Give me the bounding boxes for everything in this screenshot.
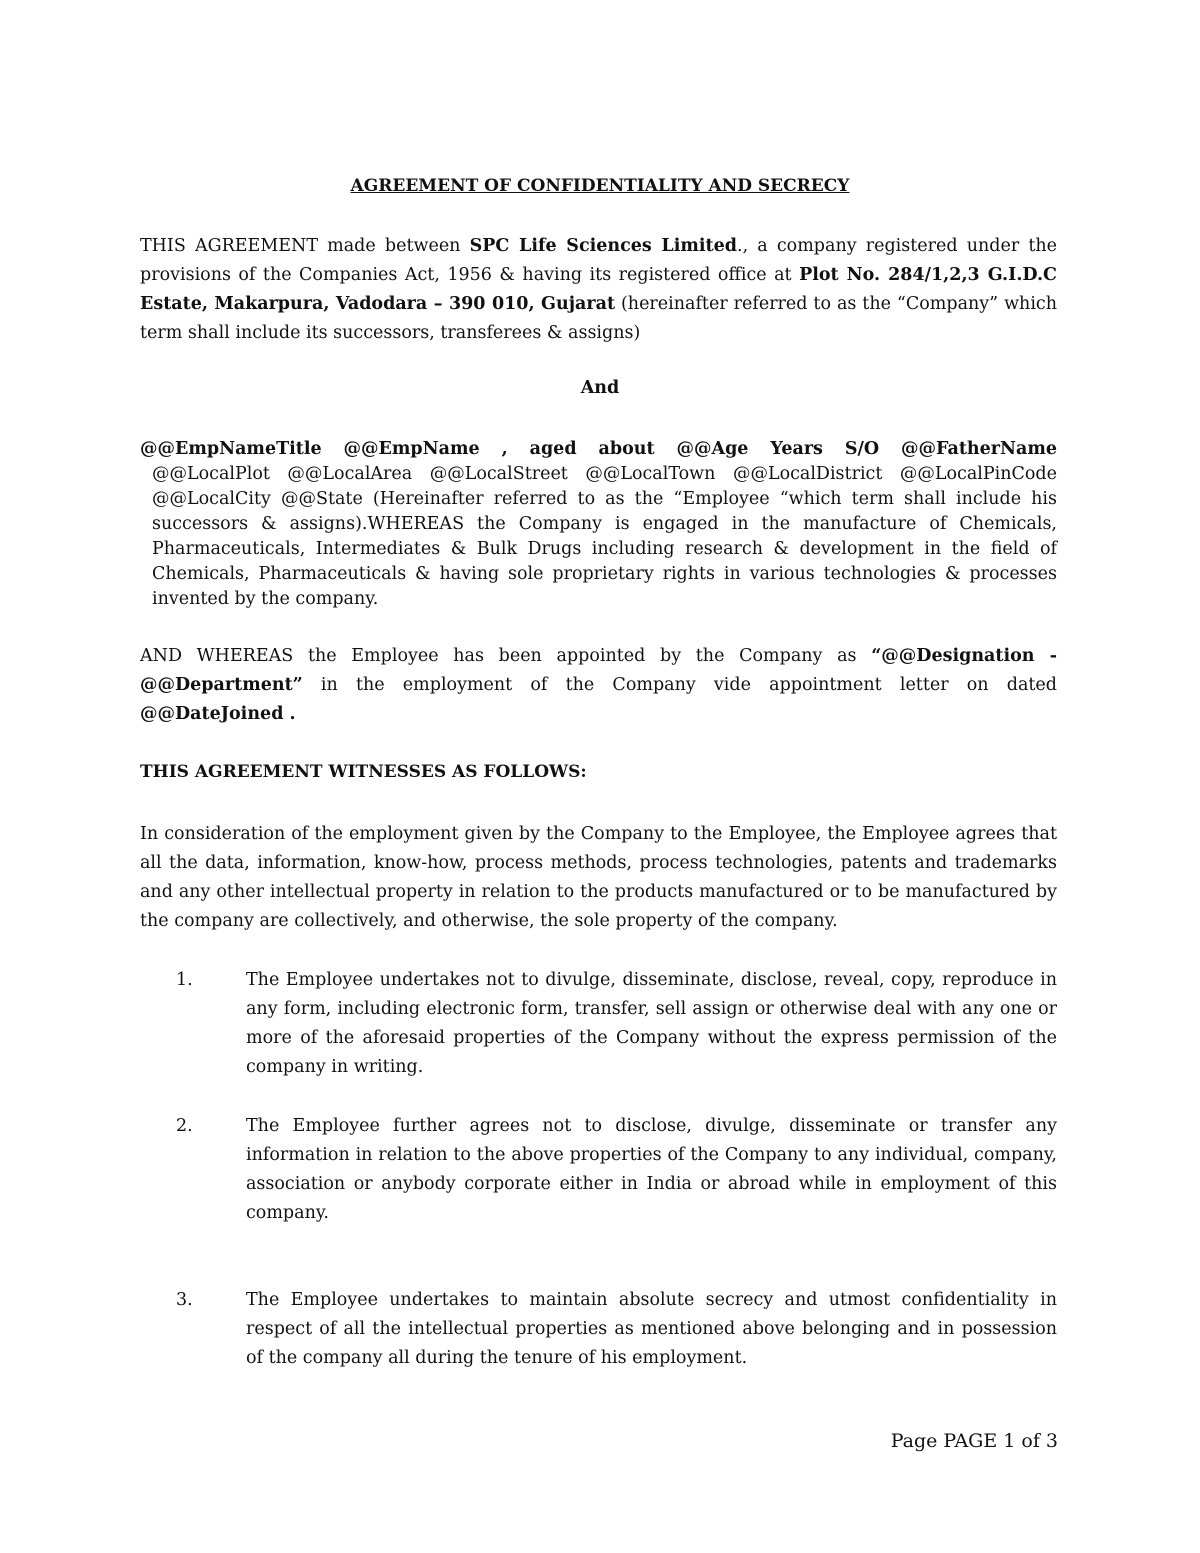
clause-number: 2. [176, 1116, 193, 1136]
company-name: SPC Life Sciences Limited [469, 236, 738, 256]
clause-text: The Employee undertakes not to divulge, disseminate, disclose, reveal, copy, reproduce in any form, including electronic form, transfer, sell assign or otherwise deal with any one or more of the aforesaid properties of the Company without the express permission of the company in writing. [246, 970, 1057, 1077]
whereas-paragraph [140, 642, 1057, 729]
designation-field: “@@Designation - @@Department” [140, 646, 1057, 695]
employee-header: @@EmpNameTitle @@EmpName , aged about @@Age Years S/O @@FatherName [140, 439, 1057, 459]
and-label: And [580, 378, 620, 398]
page-footer: Page PAGE 1 of 3 [890, 1430, 1058, 1452]
consideration-paragraph: In consideration of the employment given by the Company to the Employee, the Employee agrees that all the data, information, know-how, process methods, process technologies, patents and trademarks and any other intellectual property in relation to the products manufactured or to be manufactured by the company are collectively, and otherwise, the sole property of the company. [140, 824, 1057, 931]
intro-text-3: (hereinafter referred to as the “Company” which term shall include its successors, transferees & assigns) [140, 294, 1057, 343]
employee-details: @@LocalPlot @@LocalArea @@LocalStreet @@LocalTown @@LocalDistrict @@LocalPinCode @@LocalCity @@State (Hereinafter referred to as the “Employee “which term shall include his successors & assigns).WHEREAS the Company is engaged in the manufacture of Chemicals, Pharmaceuticals, Intermediates & Bulk Drugs including research & development in the field of Chemicals, Pharmaceuticals & having sole proprietary rights in various technologies & processes invented by the company. [152, 464, 1057, 609]
clause-text: The Employee further agrees not to disclose, divulge, disseminate or transfer any information in relation to the above properties of the Company to any individual, company, association or anybody corporate either in India or abroad while in employment of this company. [246, 1116, 1057, 1223]
witness-heading: THIS AGREEMENT WITNESSES AS FOLLOWS: [140, 762, 587, 782]
whereas-text-1: AND WHEREAS the Employee has been appointed by the Company as [140, 646, 872, 666]
registered-address: Plot No. 284/1,2,3 G.I.D.C Estate, Makarpura, Vadodara – 390 010, Gujarat [140, 265, 1057, 314]
clause-number: 3. [176, 1290, 193, 1310]
intro-text-1: THIS AGREEMENT made between [140, 236, 470, 256]
intro-paragraph [140, 232, 1057, 348]
document-title: AGREEMENT OF CONFIDENTIALITY AND SECRECY [350, 176, 850, 196]
intro-text-2: ., a company registered under the provisions of the Companies Act, 1956 & having its registered office at [140, 236, 1057, 285]
clause-text: The Employee undertakes to maintain absolute secrecy and utmost confidentiality in respect of all the intellectual properties as mentioned above belonging and in possession of the company all during the tenure of his employment. [246, 1290, 1057, 1368]
whereas-text-2: in the employment of the Company vide appointment letter on dated [302, 675, 1057, 695]
date-joined-field: @@DateJoined . [140, 704, 296, 724]
clause-number: 1. [176, 970, 193, 990]
